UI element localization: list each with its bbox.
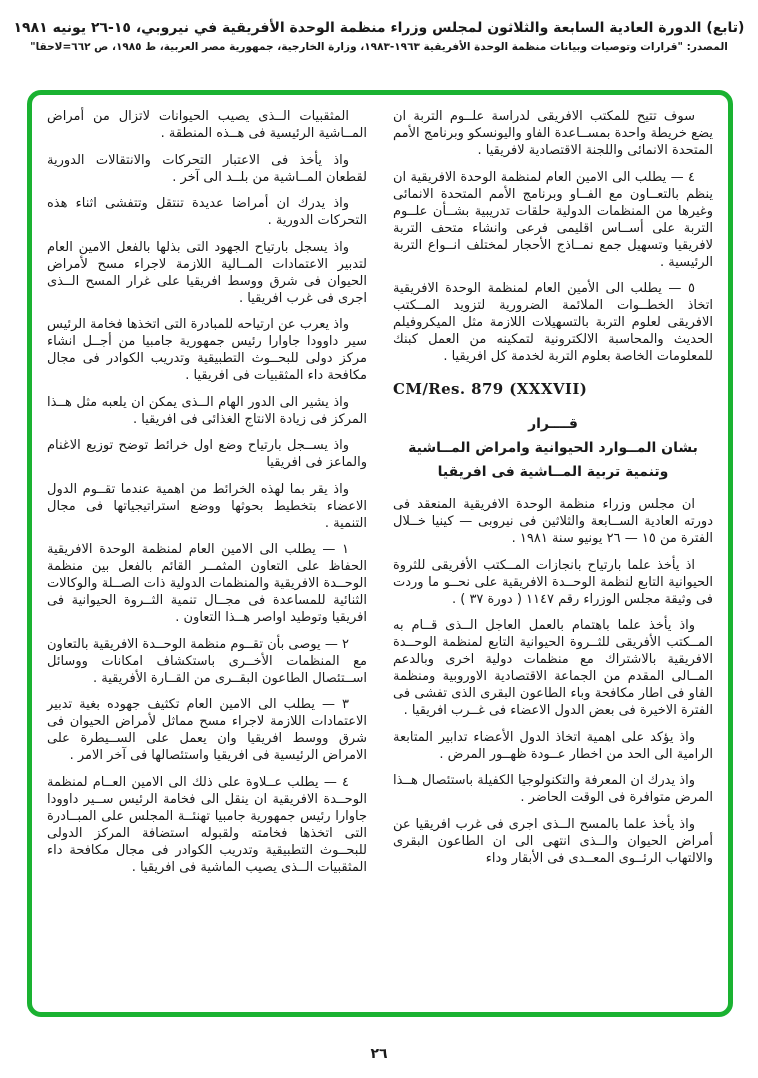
resolution-code: CM/Res. 879 (XXXVII): [393, 380, 588, 398]
paragraph: ٤ — يطلب الى الامين العام لمنظمة الوحدة الافريقية ان ينظم بالتعــاون مع الفــاو وبرنامج الأمم المتحدة الانمائى وغيرها من المنظمات الدولية حلقات تدريبية بشــأن علــوم التربة على أســاس اقليمى فرعى وانشاء متحف التربة لافريقيا وتسهيل جمع نمــاذج الأحجار لمختلف انــواع التربة الرئيسية .: [393, 169, 713, 270]
paragraph: واذ يؤكد على اهمية اتخاذ الدول الأعضاء تدابير المتابعة الرامية الى الحد من اخطار عــودة ظهــور المرض .: [393, 729, 713, 762]
paragraph: ان مجلس وزراء منظمة الوحدة الافريقية المنعقد فى دورته العادية الســابعة والثلاثين فى نيروبى — كينيا خــلال الفترة من ١٥ — ٢٦ يونيو سنة ١٩٨١ .: [393, 497, 713, 546]
paragraph: ٥ — يطلب الى الأمين العام لمنظمة الوحدة الافريقية اتخاذ الخطــوات الملائمة الضرورية لتزويد المــكتب الافريقى لعلوم التربة بالتسهيلات اللازمة مثل الميكروفيلم الحديث والمحاسبة الالكترونية لتمكينه من العمل كبنك للمعلومات الخاصة بعلوم التربة لخدمة كل افريقيا .: [393, 281, 713, 364]
paragraph: ٤ — يطلب عــلاوة على ذلك الى الامين العــام لمنظمة الوحــدة الافريقية ان ينقل الى فخامة الرئيس ســير داوودا جاوارا رئيس جمهورية جامبيا تهنئــة المجلس على المبــادرة التى اتخذها فخامته ولقبوله استضافة المركز الدولى للبحــوث التطبيقية وتدريب الكوادر فى مجال مكافحة داء المثقبيات الــذى يصيب الماشية فى افريقيا .: [47, 774, 367, 875]
source-citation: المصدر: "قرارات وتوصيات وبيانات منظمة الوحدة الأفريقية ١٩٦٣-١٩٨٣، وزارة الخارجية، جمهورية مصر العربية، ط ١٩٨٥، ص ٦٦٢=لاحقا": [30, 41, 728, 53]
paragraph: واذ يأخذ علما باهتمام بالعمل العاجل الــذى قــام به المــكتب الأفريقى للثــروة الحيوانية التابع لمنظمة الوحــدة الافريقية بالاشتراك مع منظمات دولية اخرى وبالدعم المــالى المقدم من الجماعة الاقتصادية الاوروبية ومنظمة الفاو فى اطار مكافحة وباء الطاعون البقرى الذى تفشى فى الفترة الاخيرة فى بعض الدول الاعضاء فى غــرب افريقيا .: [393, 618, 713, 718]
column-left: [47, 108, 367, 1002]
paragraph: اذ يأخذ علما بارتياح بانجازات المــكتب الأفريقى للثروة الحيوانية التابع لنظمة الوحــدة الافريقية على نحــو ما وردت فى وثيقة مجلس الوزراء رقم ١١٤٧ ( دورة ٣٧ ) .: [393, 557, 713, 607]
paragraph: ٣ — يطلب الى الامين العام تكثيف جهوده بغية تدبير الاعتمادات اللازمة لاجراء مسح مماثل لأمراض الحيوان فى شرق ووسط افريقيا وان يعمل على الســيطرة على الامراض الرئيسية فى افريقيا واستئصالها فى آخر الامر .: [47, 697, 367, 763]
paragraph: ١ — يطلب الى الامين العام لمنظمة الوحدة الافريقية الحفاظ على التعاون المثمــر القائم بالفعل بين منظمة الوحــدة الافريقية والمنظمات الدولية ذات الصــلة والوكالات الثنائية للمساعدة فى مجــال تنمية الثــروة الحيوانية فى افريقيا وتوطيد اواصر هــذا التعاون .: [47, 542, 367, 625]
column-right: [393, 108, 713, 1002]
paragraph: واذ يســجل بارتياح وضع اول خرائط توضح توزيع الاغنام والماعز فى افريقيا: [47, 438, 367, 470]
session-title: (تابع) الدورة العادية السابعة والثلاثون لمجلس وزراء منظمة الوحدة الأفريقية في نيروبي، ١٥-٢٦ يونيه ١٩٨١: [13, 20, 745, 36]
paragraph: واذ يشير الى الدور الهام الــذى يمكن ان يلعبه مثل هــذا المركز فى زيادة الانتاج الغذائى فى افريقيا .: [47, 394, 367, 427]
content-frame: [27, 90, 733, 1017]
paragraph: سوف تتيح للمكتب الافريقى لدراسة علــوم التربة ان يضع خريطة واحدة بمســاعدة الفاو واليونسكو وبرنامج الأمم المتحدة الانمائى واللجنة الاقتصادية لافريقيا .: [393, 109, 713, 158]
resolution-title-line: وتنمية تربية المــاشية فى افريقيا: [437, 464, 669, 480]
paragraph: واذ يأخذ فى الاعتبار التحركات والانتقالات الدورية لقطعان المــاشية من بلــد الى آخر .: [47, 152, 367, 185]
paragraph: واذ يأخذ علما بالمسح الــذى اجرى فى غرب افريقيا عن أمراض الحيوان والــذى انتهى الى ان الطاعون البقرى والالتهاب الرئــوى المعــدى فى الأبقار وداء: [393, 816, 713, 866]
paragraph: ٢ — يوصى بأن تقــوم منظمة الوحــدة الافريقية بالتعاون مع المنظمات الأخــرى باستكشاف امكانات ووسائل اســتئصال الطاعون البقــرى من القــارة الأفريقية .: [47, 636, 367, 686]
paragraph: واذ يقر بما لهذه الخرائط من اهمية عندما تقــوم الدول الاعضاء بتخطيط بحوثها ووضع استراتيجياتها فى مجال التنمية .: [47, 481, 367, 531]
paragraph: المثقبيات الــذى يصيب الحيوانات لاتزال من أمراض المــاشية الرئيسية فى هــذه المنطقة .: [47, 109, 367, 141]
resolution-title-line: قــــرار: [528, 416, 578, 432]
resolution-title-line: بشان المــوارد الحيوانية وامراض المــاشية: [408, 440, 698, 456]
paragraph: واذ يعرب عن ارتياحه للمبادرة التى اتخذها فخامة الرئيس سير داوودا جاوارا رئيس جمهورية جامبيا من أجــل انشاء مركز دولى للبحــوث التطبيقية وتدريب الكوادر فى مجال مكافحة داء المثقبيات فى افريقيا .: [47, 317, 367, 383]
resolution-title: [393, 412, 713, 484]
page-number: ٢٦: [370, 1046, 388, 1062]
two-column-layout: [47, 108, 713, 1002]
paragraph: واذ يسجل بارتياح الجهود التى بذلها بالفعل الامين العام لتدبير الاعتمادات المــالية اللازمة لاجراء مسح لأمراض الحيوان فى شرق ووسط افريقيا على غرار المسح الــذى اجرى فى غرب افريقيا .: [47, 239, 367, 306]
page-header: [0, 0, 758, 53]
paragraph: واذ يدرك ان المعرفة والتكنولوجيا الكفيلة باستئصال هــذا المرض متوافرة فى الوقت الحاضر .: [393, 773, 713, 805]
paragraph: واذ يدرك ان أمراضا عديدة تنتقل وتتفشى اثناء هذه التحركات الدورية .: [47, 196, 367, 228]
